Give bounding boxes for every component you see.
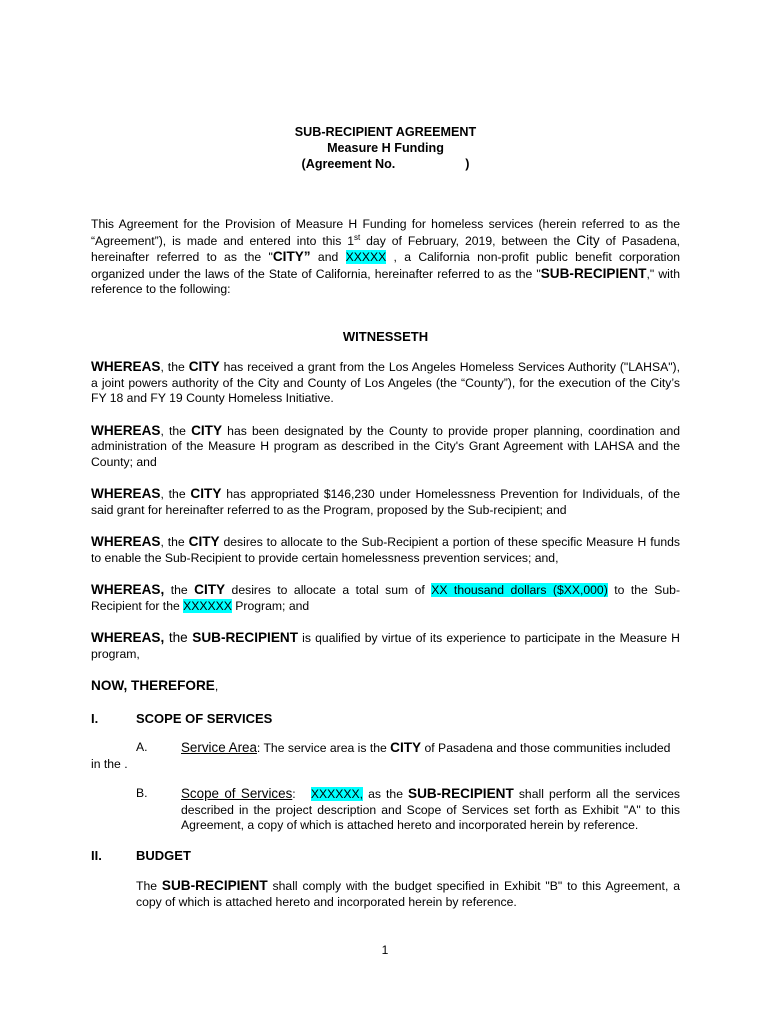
- page-number: 1: [381, 943, 389, 957]
- whereas-1: WHEREAS, the CITY has received a grant from the Los Angeles Homeless Services Authority ("LAHSA"), a joint powers authority of the City and County of Los Angeles (the “County”), for the execution of the City’s FY 18 and FY 19 County Homeless Initiative.: [91, 359, 680, 405]
- document-page: [91, 124, 680, 910]
- section-2-body: The SUB-RECIPIENT shall comply with the budget specified in Exhibit "B" to this Agreement, a copy of which is attached hereto and incorporated herein by reference.: [136, 878, 680, 909]
- amount-placeholder: XX thousand dollars ($XX,000): [431, 583, 608, 597]
- program-placeholder: XXXXXX: [183, 598, 232, 613]
- section-1-heading: [91, 711, 680, 727]
- whereas-4: WHEREAS, the CITY desires to allocate to the Sub-Recipient a portion of these specific Measure H funds to enable the Sub-Recipient to provide certain homelessness prevention services; and,: [91, 534, 681, 565]
- intro-paragraph: This Agreement for the Provision of Measure H Funding for homeless services (herein referred to as the “Agreement”), is made and entered into this 1st day of February, 2019, between the City of Pasadena, hereinafter referred to as the "CITY” and XXXXX , a California non-profit public benefit corporation organized under the laws of the State of California, hereinafter referred to as the "SUB-RECIPIENT," with reference to the following:: [91, 217, 680, 296]
- section-1-item-a-continued: in the .: [91, 756, 128, 771]
- title-line-3: (Agreement No. ): [301, 157, 470, 171]
- section-1-number: I.: [91, 710, 99, 726]
- whereas-6: WHEREAS, the SUB-RECIPIENT is qualified by virtue of its experience to participate in the Measure H program,: [91, 630, 680, 661]
- document-title: [91, 124, 680, 172]
- whereas-3: WHEREAS, the CITY has appropriated $146,230 under Homelessness Prevention for Individuals, of the said grant for hereinafter referred to as the Program, proposed by the Sub-recipient; and: [91, 486, 680, 517]
- section-1-title: SCOPE OF SERVICES: [136, 710, 273, 726]
- scope-placeholder: XXXXXX,: [310, 787, 364, 801]
- witnesseth-heading: WITNESSETH: [342, 328, 429, 344]
- now-therefore: NOW, THEREFORE,: [91, 678, 219, 693]
- section-2-heading: [91, 848, 680, 864]
- title-line-2: Measure H Funding: [327, 141, 444, 155]
- section-1-item-a: A. Service Area: The service area is the CITY of Pasadena and those communities included: [136, 740, 671, 755]
- title-line-1: SUB-RECIPIENT AGREEMENT: [294, 125, 477, 139]
- section-1-item-b: B. Scope of Services: XXXXXX, as the SUB-RECIPIENT shall perform all the services described in the project description and Scope of Services set forth as Exhibit "A" to this Agreement, a copy of which is attached hereto and incorporated herein by reference.: [136, 786, 680, 832]
- section-2-number: II.: [91, 847, 102, 863]
- whereas-5: WHEREAS, the CITY desires to allocate a total sum of XX thousand dollars ($XX,000) to the Sub-Recipient for the XXXXXX Program; and: [91, 582, 681, 613]
- whereas-2: WHEREAS, the CITY has been designated by the County to provide proper planning, coordination and administration of the Measure H program as described in the City's Grant Agreement with LAHSA and the County; and: [91, 422, 680, 469]
- section-2-title: BUDGET: [136, 847, 191, 863]
- agency-placeholder: XXXXX: [345, 250, 387, 264]
